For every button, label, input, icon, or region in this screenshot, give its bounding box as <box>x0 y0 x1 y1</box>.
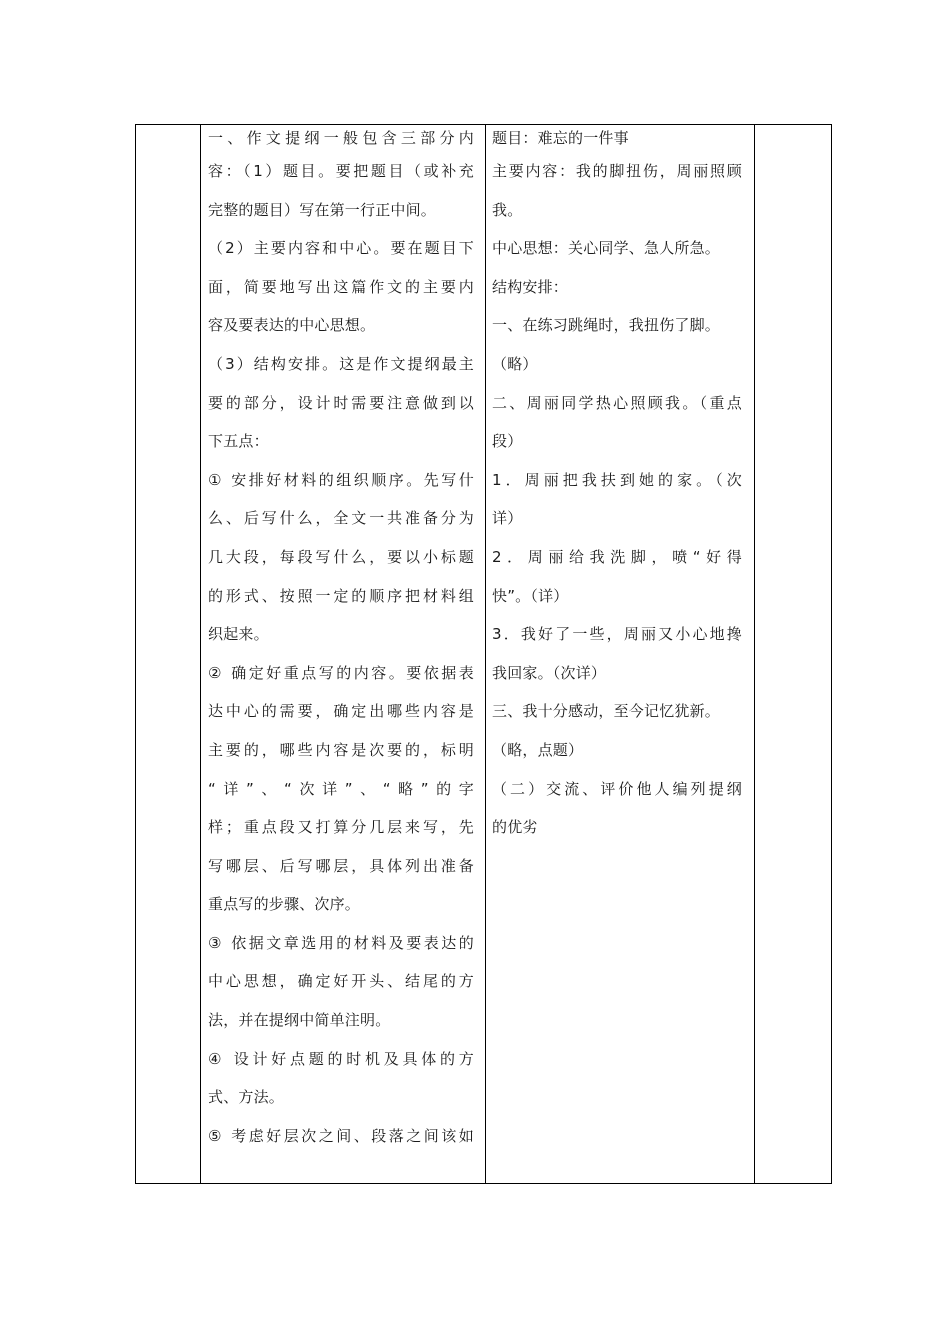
text-line: （略，点题） <box>492 740 584 759</box>
text-line: 写哪层、后写哪层，具体列出准备 <box>208 856 474 875</box>
column-divider <box>754 124 755 1184</box>
text-line: 法，并在提纲中简单注明。 <box>208 1011 391 1030</box>
text-line: 完整的题目）写在第一行正中间。 <box>208 200 437 219</box>
text-line: 中心思想，确定好开头、结尾的方 <box>208 972 474 991</box>
text-line: 一、作文提纲一般包含三部分内 <box>208 129 474 147</box>
text-line: 三、我十分感动，至今记忆犹新。 <box>492 702 721 721</box>
column-divider <box>485 124 486 1184</box>
text-line: 下五点： <box>208 432 269 451</box>
outline-instructions-column <box>208 124 482 1155</box>
outline-example-column <box>492 124 748 847</box>
text-line: 主要的，哪些内容是次要的，标明 <box>208 740 474 759</box>
text-line: 二、周丽同学热心照顾我。（重点 <box>492 393 742 412</box>
column-divider <box>200 124 201 1184</box>
text-line: 容：（1）题目。要把题目（或补充 <box>208 162 474 180</box>
text-line: 我。 <box>492 200 523 219</box>
text-line: 主要内容：我的脚扭伤，周丽照顾 <box>492 162 742 180</box>
text-line: 中心思想：关心同学、急人所急。 <box>492 239 721 258</box>
text-line: 一、在练习跳绳时，我扭伤了脚。 <box>492 316 721 335</box>
text-line: 1．周丽把我扶到她的家。（次 <box>492 470 742 489</box>
text-line: 3．我好了一些，周丽又小心地搀 <box>492 625 742 644</box>
text-line: 容及要表达的中心思想。 <box>208 316 376 335</box>
text-line: 样；重点段又打算分几层来写，先 <box>208 818 474 837</box>
text-line: （略） <box>492 354 538 373</box>
text-line: ⑤ 考虑好层次之间、段落之间该如 <box>208 1126 474 1145</box>
text-line: （3）结构安排。这是作文提纲最主 <box>208 354 474 373</box>
text-line: 么、后写什么，全文一共准备分为 <box>208 509 474 528</box>
text-line: 段） <box>492 432 523 451</box>
text-line: 快”。（详） <box>492 586 569 605</box>
text-line: 要的部分，设计时需要注意做到以 <box>208 393 474 412</box>
text-line: 2．周丽给我洗脚，喷“好得 <box>492 547 742 566</box>
text-line: （二）交流、评价他人编列提纲 <box>492 779 742 798</box>
text-line: 结构安排： <box>492 277 569 296</box>
text-line: 几大段，每段写什么，要以小标题 <box>208 547 474 566</box>
text-line: ② 确定好重点写的内容。要依据表 <box>208 663 474 682</box>
text-line: 式、方法。 <box>208 1088 285 1107</box>
text-line: 织起来。 <box>208 625 269 644</box>
text-line: 详） <box>492 509 523 528</box>
text-line: “详”、“次详”、“略”的字 <box>208 779 474 798</box>
text-line: ④ 设计好点题的时机及具体的方 <box>208 1049 474 1068</box>
text-line: 面，简要地写出这篇作文的主要内 <box>208 277 474 296</box>
text-line: 达中心的需要，确定出哪些内容是 <box>208 702 474 721</box>
text-line: 的优劣 <box>492 818 538 837</box>
text-line: 重点写的步骤、次序。 <box>208 895 361 914</box>
text-line: ① 安排好材料的组织顺序。先写什 <box>208 470 474 489</box>
text-line: （2）主要内容和中心。要在题目下 <box>208 239 474 258</box>
text-line: ③ 依据文章选用的材料及要表达的 <box>208 933 474 952</box>
text-line: 的形式、按照一定的顺序把材料组 <box>208 586 474 605</box>
text-line: 题目：难忘的一件事 <box>492 129 629 147</box>
text-line: 我回家。（次详） <box>492 663 607 682</box>
